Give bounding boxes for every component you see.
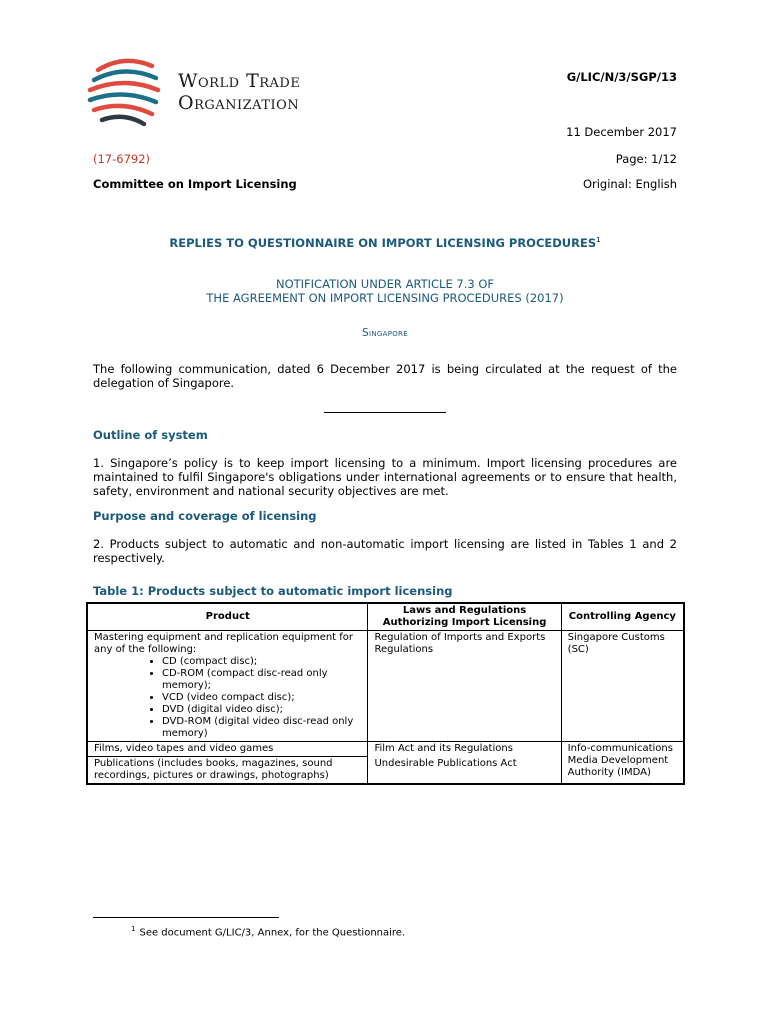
committee-name: Committee on Import Licensing <box>93 177 297 191</box>
table-cell-law: Undesirable Publications Act <box>368 757 561 785</box>
title-text: REPLIES TO QUESTIONNAIRE ON IMPORT LICENSING PROCEDURES <box>169 236 597 250</box>
header-agency: Controlling Agency <box>561 603 684 631</box>
table-row <box>87 742 684 757</box>
document-title <box>0 236 770 250</box>
job-number: (17-6792) <box>93 152 151 166</box>
paragraph-1: 1. Singapore’s policy is to keep import licensing to a minimum. Import licensing procedures are maintained to fulfil Singapore's obligations under international agreements or to ensure that health, safety, environment and national security objectives are met. <box>93 456 677 498</box>
paragraph-2: 2. Products subject to automatic and non-automatic import licensing are listed in Tables 1 and 2 respectively. <box>93 537 677 565</box>
logo-line-2: Organization <box>178 92 300 114</box>
footnote-separator <box>93 917 279 918</box>
list-item: • DVD-ROM (digital video disc-read only memory) <box>162 716 361 740</box>
table-cell-product: Films, video tapes and video games <box>87 742 368 757</box>
document-date: 11 December 2017 <box>566 125 677 139</box>
list-item: • CD-ROM (compact disc-read only memory); <box>162 668 361 692</box>
original-language: Original: English <box>582 177 677 191</box>
list-item: • DVD (digital video disc); <box>162 704 361 716</box>
header-product: Product <box>87 603 368 631</box>
footnote-number: 1 <box>131 925 136 933</box>
footnote-text: See document G/LIC/3, Annex, for the Questionnaire. <box>139 927 406 939</box>
logo-line-1: World Trade <box>178 70 301 92</box>
footnote-ref[interactable]: 1 <box>596 236 601 245</box>
footnote <box>131 925 405 938</box>
wto-logo-text <box>178 70 300 114</box>
table-heading: Table 1: Products subject to automatic import licensing <box>93 584 453 598</box>
product-list <box>94 656 361 740</box>
table-row <box>87 631 684 742</box>
outline-heading: Outline of system <box>93 428 208 442</box>
separator-line <box>324 412 446 413</box>
table-cell-law: Film Act and its Regulations <box>368 742 561 757</box>
wto-logo-icon <box>84 56 166 132</box>
page-number: Page: 1/12 <box>615 152 677 166</box>
table-cell-agency: Singapore Customs (SC) <box>561 631 684 742</box>
purpose-heading: Purpose and coverage of licensing <box>93 509 317 523</box>
country-name: Singapore <box>362 327 408 339</box>
notification-line-2: THE AGREEMENT ON IMPORT LICENSING PROCEDURES (2017) <box>206 291 564 305</box>
table-header-row <box>87 603 684 631</box>
intro-paragraph: The following communication, dated 6 December 2017 is being circulated at the request of the delegation of Singapore. <box>93 362 677 390</box>
header-laws: Laws and Regulations Authorizing Import Licensing <box>368 603 561 631</box>
table-cell-agency: Info-communications Media Development Authority (IMDA) <box>561 742 684 785</box>
document-symbol: G/LIC/N/3/SGP/13 <box>566 70 677 84</box>
notification-heading <box>0 277 770 305</box>
product-text: Mastering equipment and replication equipment for any of the following: <box>94 632 354 655</box>
table-cell-product: Publications (includes books, magazines, sound recordings, pictures or drawings, photographs) <box>87 757 368 785</box>
list-item: • VCD (video compact disc); <box>162 692 361 704</box>
notification-line-1: NOTIFICATION UNDER ARTICLE 7.3 OF <box>275 277 494 291</box>
products-table <box>86 602 685 785</box>
list-item: • CD (compact disc); <box>162 656 361 668</box>
table-cell-product <box>87 631 368 742</box>
table-cell-law: Regulation of Imports and Exports Regulations <box>368 631 561 742</box>
